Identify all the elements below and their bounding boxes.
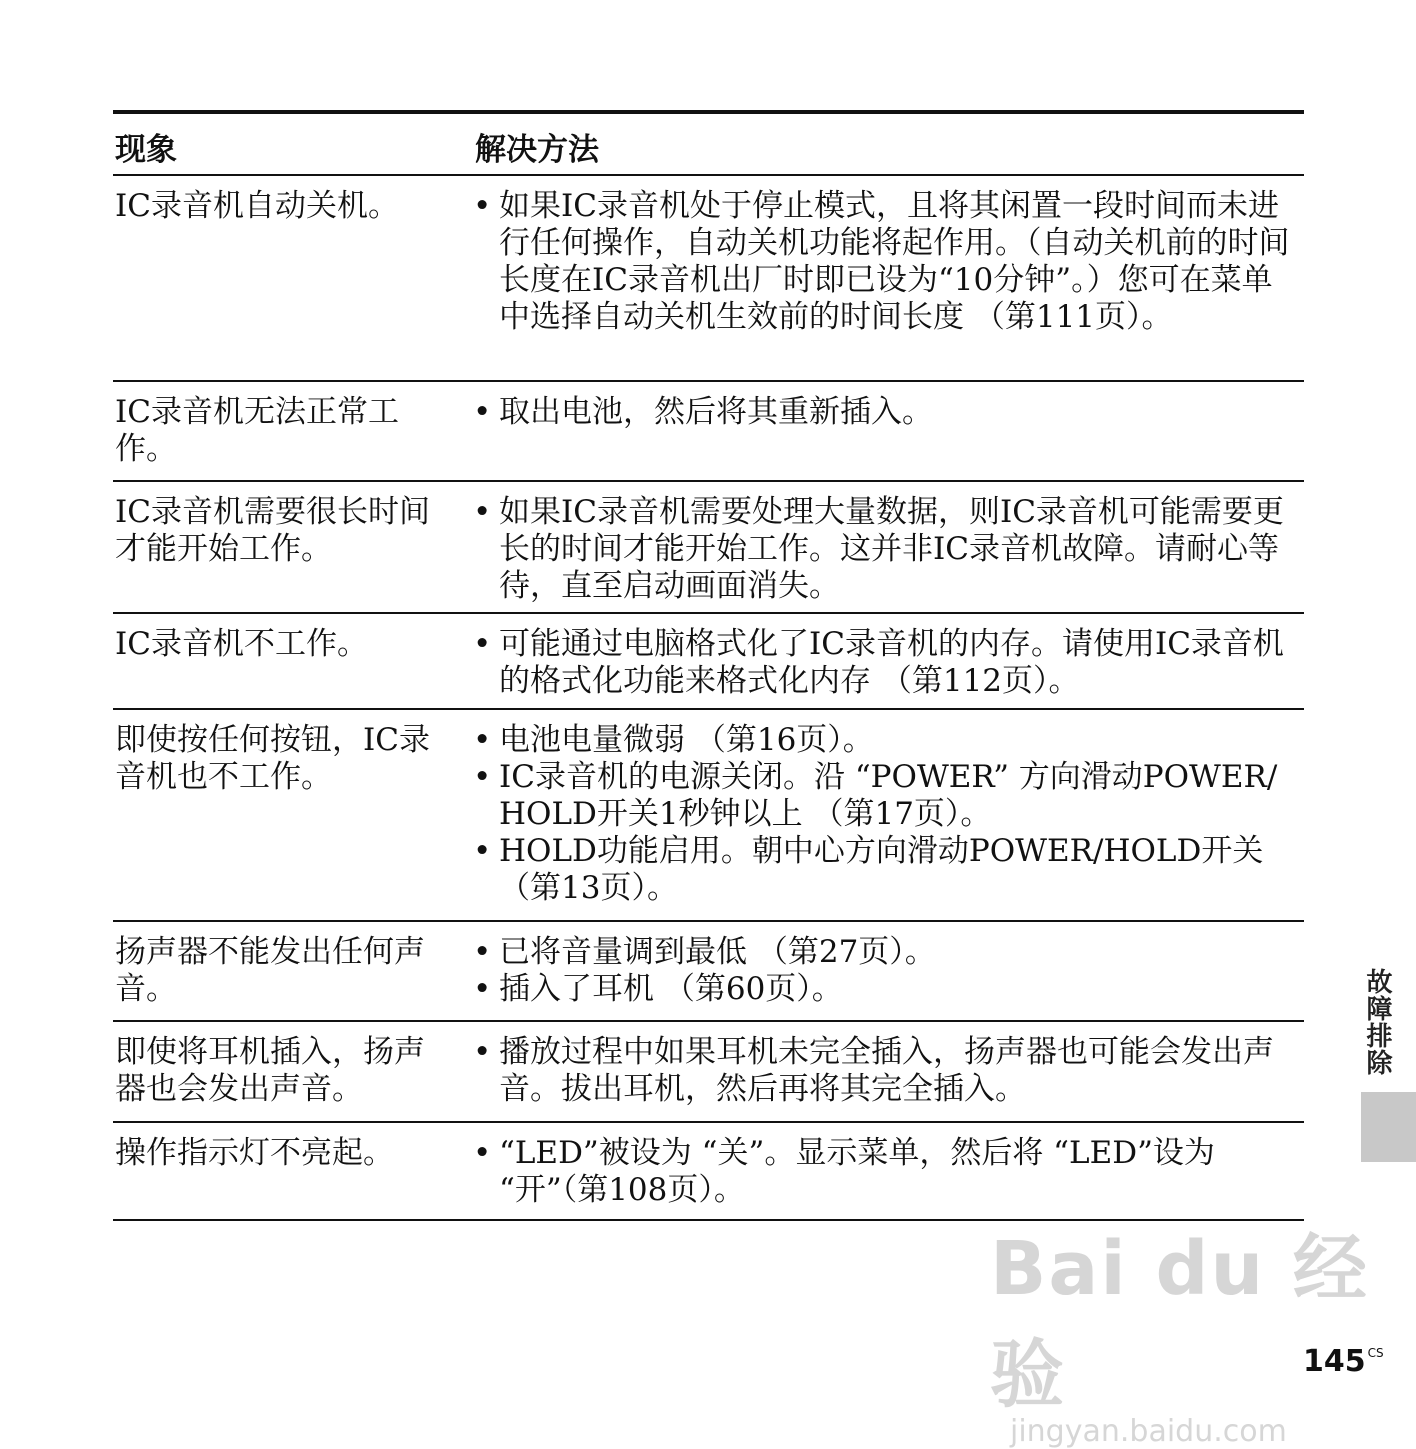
solution-text: 如果IC录音机需要处理大量数据，则IC录音机可能需要更长的时间才能开始工作。这并非IC录音机故障。请耐心等待，直至启动画面消失。 [499,494,1284,604]
symptom-cell: IC录音机不工作。 [115,626,368,662]
symptom-cell: IC录音机自动关机。 [115,188,399,224]
table-body [113,176,1304,1219]
watermark-url: jingyan.baidu.com [1010,1414,1287,1449]
symptom-cell: 扬声器不能发出任何声音。 [115,934,425,1007]
page-number [1303,1344,1384,1379]
solution-text: IC录音机的电源关闭。沿 “POWER” 方向滑动POWER/HOLD开关1秒钟以上 （第17页）。 [499,759,1278,832]
symptom-cell: 即使将耳机插入，扬声器也会发出声音。 [115,1034,425,1107]
table-row [113,482,1304,614]
solution-item [473,494,1293,605]
bullet-icon: • [473,833,492,869]
solution-cell [473,934,1293,1008]
solution-text: 如果IC录音机处于停止模式，且将其闲置一段时间而未进行任何操作，自动关机功能将起作用。（自动关机前的时间长度在IC录音机出厂时即已设为“10分钟”。）您可在菜单中选择自动关机生效前的时间长度 （第111页）。 [499,188,1290,335]
symptom-cell: 操作指示灯不亮起。 [115,1135,394,1171]
solution-cell [473,1135,1293,1209]
header-symptom: 现象 [115,132,177,168]
solution-item [473,394,1293,431]
table-row [113,1022,1304,1123]
solution-item [473,759,1293,833]
bullet-icon: • [473,1135,492,1171]
solution-item [473,722,1293,759]
table-row [113,614,1304,710]
bullet-icon: • [473,934,492,970]
solution-cell [473,722,1293,907]
solution-item [473,934,1293,971]
bullet-icon: • [473,971,492,1007]
solution-text: 播放过程中如果耳机未完全插入，扬声器也可能会发出声音。拔出耳机，然后再将其完全插入。 [499,1034,1274,1107]
solution-cell [473,188,1293,336]
solution-cell [473,626,1293,700]
bullet-icon: • [473,759,492,795]
solution-text: “LED”被设为 “关”。显示菜单，然后将 “LED”设为 “开”（第108页）。 [499,1135,1215,1208]
bullet-icon: • [473,394,492,430]
solution-item [473,833,1293,907]
page-number-suffix: CS [1367,1346,1384,1360]
table-row [113,710,1304,922]
section-tab-marker [1361,1092,1416,1162]
solution-text: 取出电池，然后将其重新插入。 [499,394,933,430]
table-header [113,114,1304,176]
table-row [113,382,1304,482]
table-row [113,1123,1304,1219]
baidu-watermark [990,1210,1416,1449]
section-tab-label: 故障排除 [1362,968,1392,1076]
solution-item [473,188,1293,336]
header-solution: 解决方法 [475,132,599,168]
bullet-icon: • [473,494,492,530]
table-row [113,922,1304,1022]
solution-cell [473,1034,1293,1108]
solution-text: 插入了耳机 （第60页）。 [499,971,843,1007]
solution-item [473,971,1293,1008]
solution-item [473,1034,1293,1108]
table-row [113,176,1304,382]
bullet-icon: • [473,1034,492,1070]
watermark-logo: Bai du 经验 [990,1226,1369,1418]
bullet-icon: • [473,722,492,758]
symptom-cell: IC录音机需要很长时间才能开始工作。 [115,494,430,567]
solution-cell [473,494,1293,605]
symptom-cell: 即使按任何按钮，IC录音机也不工作。 [115,722,430,795]
solution-text: 已将音量调到最低 （第27页）。 [499,934,936,970]
bullet-icon: • [473,188,492,224]
symptom-cell: IC录音机无法正常工作。 [115,394,399,467]
troubleshooting-table [113,110,1304,1221]
solution-text: HOLD功能启用。朝中心方向滑动POWER/HOLD开关（第13页）。 [499,833,1264,906]
solution-item [473,626,1293,700]
bullet-icon: • [473,626,492,662]
page-number-value: 145 [1303,1344,1366,1379]
solution-item [473,1135,1293,1209]
solution-text: 可能通过电脑格式化了IC录音机的内存。请使用IC录音机的格式化功能来格式化内存 （第112页）。 [499,626,1284,699]
solution-text: 电池电量微弱 （第16页）。 [499,722,874,758]
solution-cell [473,394,1293,431]
